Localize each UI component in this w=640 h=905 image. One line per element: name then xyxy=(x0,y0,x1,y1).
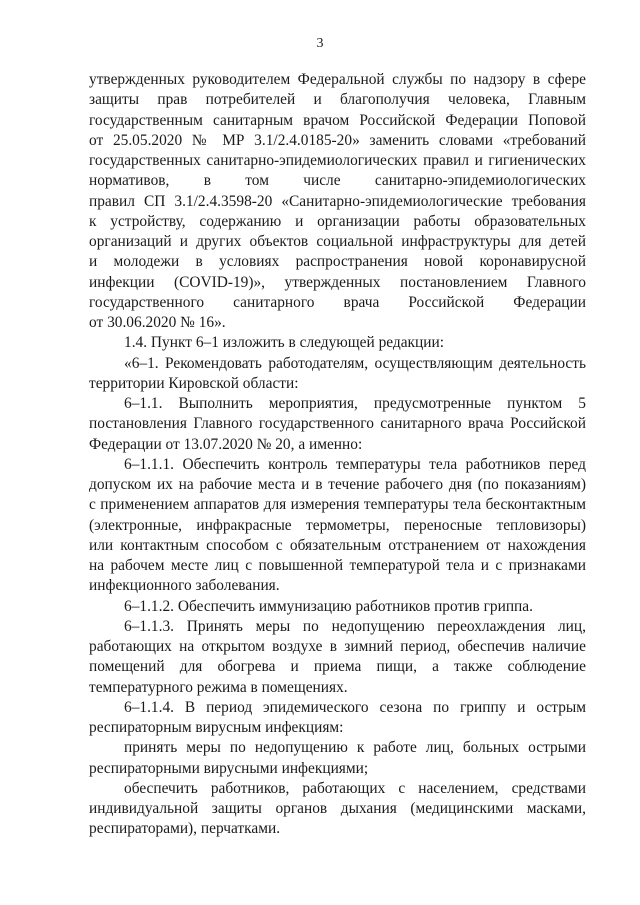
text-line: на рабочем месте лиц с повышенной температурой тела и с признаками xyxy=(89,557,586,574)
text-line: государственным санитарным врачом Российской Федерации Поповой xyxy=(89,111,586,129)
text-line: правил СП 3.1/2.4.3598-20 «Санитарно-эпидемиологические требования xyxy=(89,192,586,210)
text-line: работающих на открытом воздухе в зимний период, обеспечив наличие xyxy=(89,638,586,655)
text-line: 6–1.1.1. Обеспечить контроль температуры тела работников перед xyxy=(124,455,586,473)
text-line: 6–1.1. Выполнить мероприятия, предусмотренные пунктом 5 xyxy=(124,395,586,412)
text-line: помещений для обогрева и приема пищи, а также соблюдение xyxy=(89,658,586,676)
page-number: 3 xyxy=(316,36,324,51)
text-line: допуском их на рабочие места и в течение рабочего дня (по показаниям) xyxy=(89,476,586,493)
text-line: 6–1.1.3. Принять меры по недопущению переохлаждения лиц, xyxy=(124,617,586,635)
text-line: от 30.06.2020 № 16». xyxy=(89,314,226,331)
text-line: организаций и других объектов социальной инфраструктуры для детей xyxy=(89,233,586,250)
text-line: постановления Главного государственного санитарного врача Российской xyxy=(89,415,586,433)
text-line: 6–1.1.2. Обеспечить иммунизацию работников против гриппа. xyxy=(124,597,533,615)
text-line: респираторами), перчатками. xyxy=(89,820,281,838)
text-line: 1.4. Пункт 6–1 изложить в следующей редакции: xyxy=(124,334,445,352)
text-line: государственных санитарно-эпидемиологических правил и гигиенических xyxy=(89,152,586,169)
document-body xyxy=(89,70,586,840)
text-line: и молодежи в условиях распространения новой коронавирусной xyxy=(89,253,586,271)
text-line: от 25.05.2020 № МР 3.1/2.4.0185-20» заменить словами «требований xyxy=(89,131,586,149)
text-line: принять меры по недопущению к работе лиц, больных острыми xyxy=(124,739,586,757)
text-line: обеспечить работников, работающих с населением, средствами xyxy=(124,779,586,797)
text-line: нормативов, в том числе санитарно-эпидемиологических xyxy=(89,172,586,190)
text-line: температурного режима в помещениях. xyxy=(89,678,348,696)
text-line: Федерации от 13.07.2020 № 20, а именно: xyxy=(89,435,363,453)
text-line: территории Кировской области: xyxy=(89,374,299,392)
text-line: или контактным способом с обязательным отстранением от нахождения xyxy=(89,536,586,554)
text-line: с применением аппаратов для измерения температуры тела бесконтактным xyxy=(89,496,586,514)
text-line: защиты прав потребителей и благополучия человека, Главным xyxy=(89,91,586,109)
text-line: инфекционного заболевания. xyxy=(89,577,280,595)
text-line: государственного санитарного врача Российской Федерации xyxy=(89,293,586,311)
text-line: инфекции (COVID-19)», утвержденных постановлением Главного xyxy=(89,273,586,291)
text-line: «6–1. Рекомендовать работодателям, осуществляющим деятельность xyxy=(124,354,586,372)
text-line: респираторными вирусными инфекциями; xyxy=(89,759,369,777)
text-line: к устройству, содержанию и организации работы образовательных xyxy=(89,212,586,230)
text-line: утвержденных руководителем Федеральной службы по надзору в сфере xyxy=(89,71,586,88)
text-line: респираторным вирусным инфекциям: xyxy=(89,719,344,736)
text-line: индивидуальной защиты органов дыхания (медицинскими масками, xyxy=(89,800,586,817)
text-line: 6–1.1.4. В период эпидемического сезона по гриппу и острым xyxy=(124,698,586,716)
text-line: (электронные, инфракрасные термометры, переносные тепловизоры) xyxy=(89,516,586,534)
